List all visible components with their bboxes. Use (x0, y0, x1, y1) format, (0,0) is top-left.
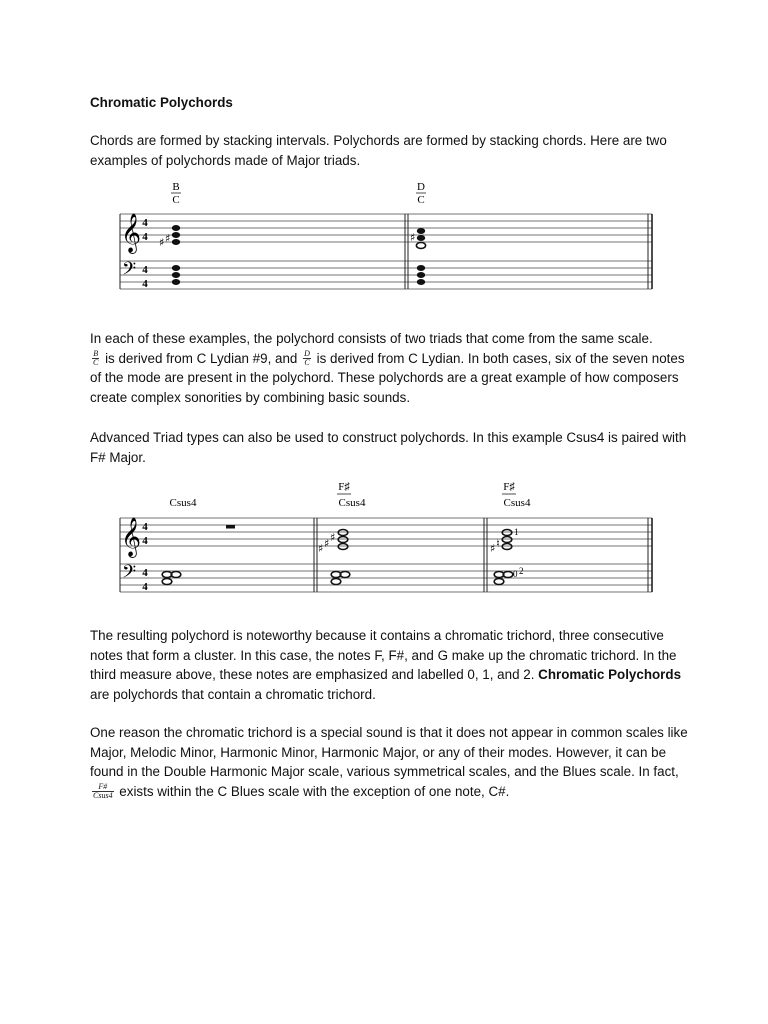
sharp-icon: ♯ (410, 231, 416, 244)
whole-note-head (494, 572, 504, 578)
treble-clef-icon: 𝄞 (121, 517, 142, 557)
bass-clef-icon: 𝄢 (122, 562, 137, 587)
treble-staff (120, 214, 652, 242)
chord-label-bottom: Csus4 (503, 497, 531, 509)
sharp-icon: ♯ (318, 542, 324, 555)
inline-fraction: $\frac{F\#}{\text{Csus4}}$ (93, 782, 113, 801)
sharp-icon: ♯ (330, 531, 336, 544)
time-signature-top: 4 (142, 567, 148, 579)
sharp-icon: ♯ (324, 537, 330, 550)
whole-note-head (340, 572, 350, 578)
chord-label-bottom: Csus4 (338, 497, 366, 509)
time-signature-bottom: 4 (142, 231, 148, 243)
whole-note-head (338, 544, 348, 550)
note-head (417, 272, 425, 278)
bold-term: Chromatic Polychords (538, 667, 682, 682)
intro-paragraph: Chords are formed by stacking intervals. Polychords are formed by stacking chords. Here are two examples of polychords made of Major triads. (90, 133, 667, 168)
advanced-triads-paragraph: Advanced Triad types can also be used to construct polychords. In this example Csus4 is paired with F# Major. (90, 430, 687, 465)
whole-note-head (416, 243, 425, 249)
time-signature-bottom: 4 (142, 278, 148, 290)
inline-fraction: $\frac{D}{C}$ (304, 349, 310, 368)
note-head (172, 265, 180, 271)
time-signature-top: 4 (142, 264, 148, 276)
chord-label-top: B (172, 181, 180, 193)
whole-note-head (162, 579, 172, 585)
fingering-label: 0 (513, 569, 518, 579)
paragraph-text: In each of these examples, the polychord consists of two triads that come from the same scale. (90, 331, 653, 346)
whole-note-head (171, 572, 181, 578)
paragraph-text: One reason the chromatic trichord is a special sound is that it does not appear in common scales like Major, Melodic Minor, Harmonic Minor, Harmonic Major, or any of their modes. However, it can be found in the Double Harmonic Major scale, various symmetrical scales, and the Blues scale. In fact, (90, 725, 688, 779)
note-head (417, 279, 425, 285)
chord-label-top: F♯ (338, 481, 350, 493)
time-signature-top: 4 (142, 217, 148, 229)
whole-note-head (338, 537, 348, 543)
chord-label: Csus4 (169, 497, 197, 509)
whole-note-head (331, 579, 341, 585)
chord-measure-3 (490, 527, 524, 585)
bass-staff (120, 261, 652, 289)
paragraph-text: is derived from C Lydian #9, and (105, 350, 298, 366)
chromatic-trichord-paragraph (90, 723, 690, 801)
whole-rest-icon (226, 525, 235, 529)
note-head (172, 239, 180, 245)
whole-note-head (494, 579, 504, 585)
chord-label-bottom: C (417, 194, 425, 206)
sharp-icon: ♯ (159, 236, 165, 249)
resulting-polychord-paragraph (90, 626, 690, 704)
chord-measure-2 (410, 228, 426, 285)
inline-fraction: $\frac{B}{C}$ (93, 349, 99, 368)
paragraph-text: are polychords that contain a chromatic trichord. (90, 686, 376, 702)
polychord-explanation-paragraph (90, 329, 690, 407)
whole-note-head (503, 572, 513, 578)
whole-note-head (162, 572, 172, 578)
chord-measure-1 (162, 525, 235, 585)
note-head (417, 235, 425, 241)
time-signature-top: 4 (142, 521, 148, 533)
treble-clef-icon: 𝄞 (121, 213, 142, 253)
whole-note-head (502, 537, 512, 543)
fingering-label: 2 (519, 566, 524, 576)
treble-staff (120, 518, 652, 546)
note-head (417, 265, 425, 271)
page-title: Chromatic Polychords (90, 95, 233, 110)
score-example-1 (0, 170, 768, 300)
paragraph-text: The resulting polychord is noteworthy because it contains a chromatic trichord, three consecutive notes that form a cluster. In this case, the notes F, F#, and G make up the chromatic trichord. In the third measure above, these notes are emphasized and labelled 0, 1, and 2. (90, 628, 677, 682)
note-head (417, 228, 425, 234)
barlines (120, 518, 652, 592)
paragraph-text: exists within the C Blues scale with the exception of one note, C#. (119, 783, 510, 799)
sharp-icon: ♯ (490, 542, 496, 555)
paragraph-text: is derived from C Lydian. In both cases, six of the seven notes of the mode are present in the polychord. These polychords are a great example of how composers create complex sonorities by combining basic sounds. (90, 350, 685, 405)
chord-label-top: F♯ (503, 481, 515, 493)
natural-icon: ♮ (496, 537, 500, 550)
barlines (120, 214, 652, 289)
whole-note-head (502, 530, 512, 536)
chord-label-bottom: C (172, 194, 180, 206)
time-signature-bottom: 4 (142, 535, 148, 547)
whole-note-head (331, 572, 341, 578)
note-head (172, 225, 180, 231)
score-example-2 (0, 475, 768, 600)
whole-note-head (338, 530, 348, 536)
whole-note-head (502, 544, 512, 550)
note-head (172, 272, 180, 278)
chord-measure-2 (318, 530, 350, 585)
time-signature-bottom: 4 (142, 581, 148, 593)
bass-clef-icon: 𝄢 (122, 259, 137, 284)
chord-label-top: D (417, 181, 425, 193)
fingering-label: 1 (514, 527, 519, 537)
bass-staff (120, 564, 652, 592)
sharp-icon: ♯ (165, 232, 171, 245)
note-head (172, 279, 180, 285)
chord-measure-1 (159, 225, 180, 285)
note-head (172, 232, 180, 238)
